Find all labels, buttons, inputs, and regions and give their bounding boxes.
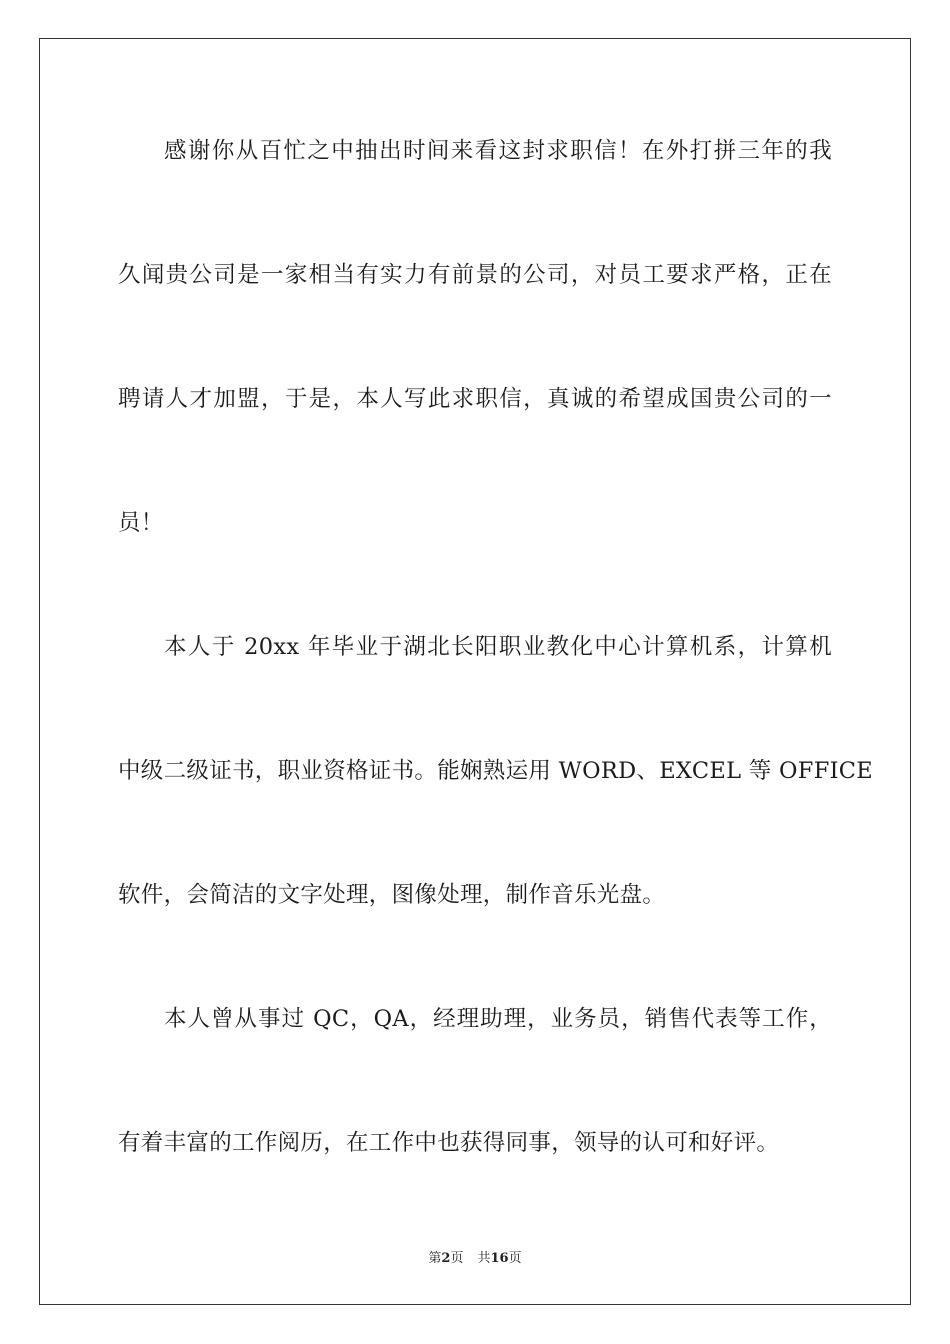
- current-page-number: 2: [441, 1251, 451, 1266]
- paragraph-1-line-2: 久闻贵公司是一家相当有实力有前景的公司，对员工要求严格，正在: [118, 262, 832, 288]
- letter-body: [118, 123, 874, 1239]
- paragraph-1-line-3: 聘请人才加盟，于是，本人写此求职信，真诚的希望成国贵公司的一: [118, 386, 832, 412]
- paragraph-2-line-2: 中级二级证书，职业资格证书。能娴熟运用 WORD、EXCEL 等 OFFICE: [118, 758, 874, 784]
- total-prefix: 共: [477, 1251, 491, 1266]
- paragraph-3-line-1: 本人曾从事过 QC，QA，经理助理，业务员，销售代表等工作，: [164, 1006, 832, 1032]
- total-page-count: 16: [490, 1251, 509, 1266]
- paragraph-2-line-3: 软件，会简洁的文字处理，图像处理，制作音乐光盘。: [118, 882, 666, 908]
- paragraph-3-line-2: 有着丰富的工作阅历，在工作中也获得同事，领导的认可和好评。: [118, 1130, 780, 1156]
- paragraph-1-line-4: 员！: [118, 510, 164, 536]
- page-suffix: 页: [450, 1251, 464, 1266]
- paragraph-2-line-1: 本人于 20xx 年毕业于湖北长阳职业教化中心计算机系，计算机: [164, 634, 832, 660]
- page-prefix: 第: [428, 1251, 442, 1266]
- total-suffix: 页: [508, 1251, 522, 1266]
- paragraph-1-line-1: 感谢你从百忙之中抽出时间来看这封求职信！在外打拼三年的我: [164, 138, 832, 164]
- page-footer: [0, 1247, 950, 1266]
